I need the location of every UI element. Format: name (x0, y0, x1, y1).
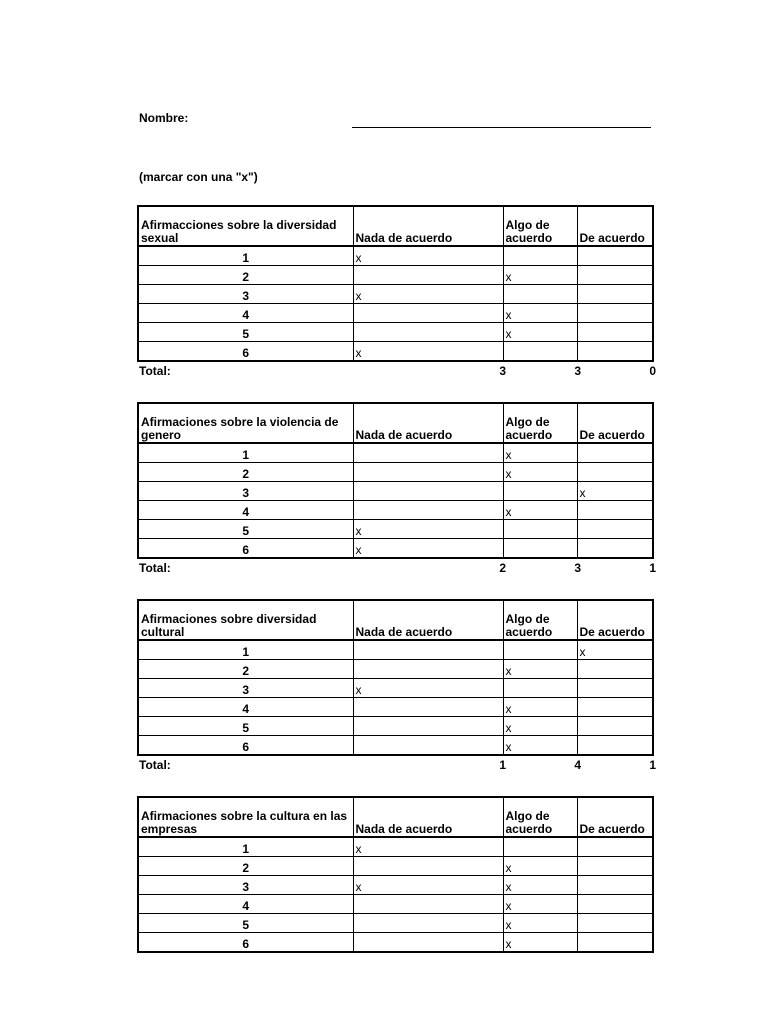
survey-section (137, 205, 656, 380)
statement-number: 6 (138, 736, 353, 756)
cell-nada[interactable]: x (353, 246, 503, 266)
section-title-line2: sexual (141, 231, 179, 245)
cell-de[interactable] (577, 837, 653, 857)
cell-de[interactable] (577, 501, 653, 520)
nombre-signature-line[interactable] (352, 127, 651, 128)
statement-number: 6 (138, 539, 353, 559)
col-de-header: De acuerdo (577, 206, 653, 246)
col-algo-line1: Algo de (505, 415, 550, 429)
cell-algo[interactable]: x (503, 698, 577, 717)
cell-de[interactable] (577, 539, 653, 559)
table-row (138, 539, 653, 559)
statement-number: 5 (138, 717, 353, 736)
total-row (137, 559, 656, 577)
cell-algo[interactable] (503, 520, 577, 539)
section-title-line1: Afirmaciones sobre la cultura en las (141, 809, 348, 823)
total-de: 1 (649, 561, 656, 575)
cell-nada[interactable]: x (353, 539, 503, 559)
cell-de[interactable] (577, 857, 653, 876)
cell-algo[interactable]: x (503, 323, 577, 342)
cell-de[interactable]: x (577, 640, 653, 660)
cell-algo[interactable]: x (503, 736, 577, 756)
survey-section (137, 402, 656, 577)
col-algo-header (503, 206, 577, 246)
cell-de[interactable] (577, 304, 653, 323)
col-algo-line1: Algo de (505, 612, 550, 626)
section-title-line2: genero (141, 428, 182, 442)
cell-de[interactable] (577, 914, 653, 933)
cell-algo[interactable]: x (503, 933, 577, 953)
statement-number: 2 (138, 660, 353, 679)
total-nada: 3 (499, 364, 506, 378)
cell-algo[interactable] (503, 285, 577, 304)
col-algo-header (503, 797, 577, 837)
cell-de[interactable] (577, 520, 653, 539)
cell-algo[interactable]: x (503, 304, 577, 323)
total-row (137, 756, 656, 774)
statement-number: 3 (138, 482, 353, 501)
cell-nada[interactable]: x (353, 285, 503, 304)
table-row (138, 660, 653, 679)
table-row (138, 285, 653, 304)
cell-de[interactable] (577, 698, 653, 717)
cell-algo[interactable] (503, 246, 577, 266)
total-label: Total: (139, 758, 171, 772)
table-row (138, 482, 653, 501)
col-algo-header (503, 600, 577, 640)
table-row (138, 342, 653, 362)
table-row (138, 698, 653, 717)
cell-nada[interactable]: x (353, 520, 503, 539)
statement-number: 1 (138, 640, 353, 660)
statement-number: 1 (138, 246, 353, 266)
cell-nada[interactable] (353, 443, 503, 463)
total-nada: 2 (499, 561, 506, 575)
col-algo-line1: Algo de (505, 809, 550, 823)
cell-nada[interactable] (353, 857, 503, 876)
statement-number: 1 (138, 837, 353, 857)
survey-table (137, 796, 654, 953)
statement-number: 6 (138, 933, 353, 953)
table-row (138, 933, 653, 953)
cell-de[interactable] (577, 443, 653, 463)
cell-algo[interactable] (503, 342, 577, 362)
statement-number: 3 (138, 285, 353, 304)
cell-nada[interactable] (353, 660, 503, 679)
statement-number: 2 (138, 463, 353, 482)
statement-number: 5 (138, 323, 353, 342)
table-row (138, 323, 653, 342)
col-nada-header: Nada de acuerdo (353, 797, 503, 837)
col-algo-line2: acuerdo (505, 428, 553, 442)
table-row (138, 876, 653, 895)
cell-nada[interactable] (353, 736, 503, 756)
col-nada-header: Nada de acuerdo (353, 403, 503, 443)
cell-nada[interactable]: x (353, 342, 503, 362)
cell-algo[interactable] (503, 837, 577, 857)
cell-de[interactable] (577, 342, 653, 362)
col-de-header: De acuerdo (577, 797, 653, 837)
cell-de[interactable] (577, 266, 653, 285)
cell-algo[interactable] (503, 482, 577, 501)
cell-de[interactable] (577, 933, 653, 953)
col-de-header: De acuerdo (577, 403, 653, 443)
table-header-row (138, 797, 653, 837)
survey-table (137, 402, 654, 559)
cell-nada[interactable] (353, 501, 503, 520)
cell-nada[interactable] (353, 895, 503, 914)
section-title-line1: Afirmacciones sobre la diversidad (141, 218, 337, 232)
table-row (138, 304, 653, 323)
statement-number: 2 (138, 266, 353, 285)
cell-de[interactable] (577, 736, 653, 756)
total-label: Total: (139, 561, 171, 575)
table-row (138, 857, 653, 876)
col-algo-header (503, 403, 577, 443)
cell-nada[interactable] (353, 266, 503, 285)
cell-nada[interactable] (353, 463, 503, 482)
cell-nada[interactable]: x (353, 679, 503, 698)
section-title-line2: cultural (141, 625, 185, 639)
total-algo: 3 (574, 364, 581, 378)
cell-nada[interactable] (353, 482, 503, 501)
table-row (138, 914, 653, 933)
col-nada-header: Nada de acuerdo (353, 600, 503, 640)
cell-de[interactable] (577, 285, 653, 304)
total-row (137, 362, 656, 380)
section-title (138, 797, 353, 837)
total-nada: 1 (499, 758, 506, 772)
cell-algo[interactable]: x (503, 717, 577, 736)
cell-nada[interactable] (353, 323, 503, 342)
cell-nada[interactable] (353, 933, 503, 953)
cell-algo[interactable]: x (503, 895, 577, 914)
section-title-line1: Afirmaciones sobre diversidad (141, 612, 317, 626)
section-title (138, 403, 353, 443)
table-row (138, 717, 653, 736)
table-row (138, 895, 653, 914)
statement-number: 5 (138, 520, 353, 539)
statement-number: 3 (138, 679, 353, 698)
total-algo: 3 (574, 561, 581, 575)
section-title-line2: empresas (141, 822, 198, 836)
cell-nada[interactable] (353, 717, 503, 736)
cell-algo[interactable] (503, 640, 577, 660)
cell-algo[interactable] (503, 539, 577, 559)
table-row (138, 837, 653, 857)
cell-de[interactable] (577, 660, 653, 679)
cell-nada[interactable] (353, 698, 503, 717)
table-row (138, 463, 653, 482)
statement-number: 4 (138, 304, 353, 323)
cell-nada[interactable] (353, 640, 503, 660)
cell-algo[interactable]: x (503, 857, 577, 876)
cell-de[interactable] (577, 246, 653, 266)
cell-de[interactable] (577, 463, 653, 482)
table-row (138, 246, 653, 266)
instruction-text: (marcar con una "x") (139, 170, 258, 184)
cell-de[interactable]: x (577, 482, 653, 501)
table-row (138, 266, 653, 285)
statement-number: 6 (138, 342, 353, 362)
cell-algo[interactable] (503, 679, 577, 698)
section-title (138, 600, 353, 640)
statement-number: 5 (138, 914, 353, 933)
col-algo-line2: acuerdo (505, 231, 553, 245)
cell-algo[interactable]: x (503, 876, 577, 895)
cell-nada[interactable]: x (353, 837, 503, 857)
nombre-label: Nombre: (139, 111, 189, 125)
cell-de[interactable] (577, 876, 653, 895)
cell-de[interactable] (577, 679, 653, 698)
survey-table (137, 205, 654, 362)
cell-algo[interactable]: x (503, 660, 577, 679)
statement-number: 4 (138, 501, 353, 520)
survey-table (137, 599, 654, 756)
table-header-row (138, 600, 653, 640)
cell-de[interactable] (577, 717, 653, 736)
col-algo-line2: acuerdo (505, 822, 553, 836)
cell-algo[interactable]: x (503, 463, 577, 482)
table-row (138, 679, 653, 698)
cell-de[interactable] (577, 895, 653, 914)
total-de: 1 (649, 758, 656, 772)
statement-number: 3 (138, 876, 353, 895)
col-algo-line2: acuerdo (505, 625, 553, 639)
statement-number: 1 (138, 443, 353, 463)
cell-nada[interactable]: x (353, 876, 503, 895)
statement-number: 4 (138, 895, 353, 914)
table-row (138, 501, 653, 520)
cell-algo[interactable]: x (503, 443, 577, 463)
survey-section (137, 796, 652, 953)
cell-nada[interactable] (353, 914, 503, 933)
section-title (138, 206, 353, 246)
total-label: Total: (139, 364, 171, 378)
cell-algo[interactable]: x (503, 914, 577, 933)
col-de-header: De acuerdo (577, 600, 653, 640)
statement-number: 4 (138, 698, 353, 717)
table-row (138, 736, 653, 756)
cell-nada[interactable] (353, 304, 503, 323)
table-row (138, 520, 653, 539)
table-row (138, 640, 653, 660)
table-row (138, 443, 653, 463)
total-de: 0 (649, 364, 656, 378)
survey-section (137, 599, 656, 774)
cell-algo[interactable]: x (503, 266, 577, 285)
table-header-row (138, 206, 653, 246)
statement-number: 2 (138, 857, 353, 876)
cell-algo[interactable]: x (503, 501, 577, 520)
col-nada-header: Nada de acuerdo (353, 206, 503, 246)
col-algo-line1: Algo de (505, 218, 550, 232)
total-algo: 4 (574, 758, 581, 772)
cell-de[interactable] (577, 323, 653, 342)
section-title-line1: Afirmaciones sobre la violencia de (141, 415, 339, 429)
table-header-row (138, 403, 653, 443)
